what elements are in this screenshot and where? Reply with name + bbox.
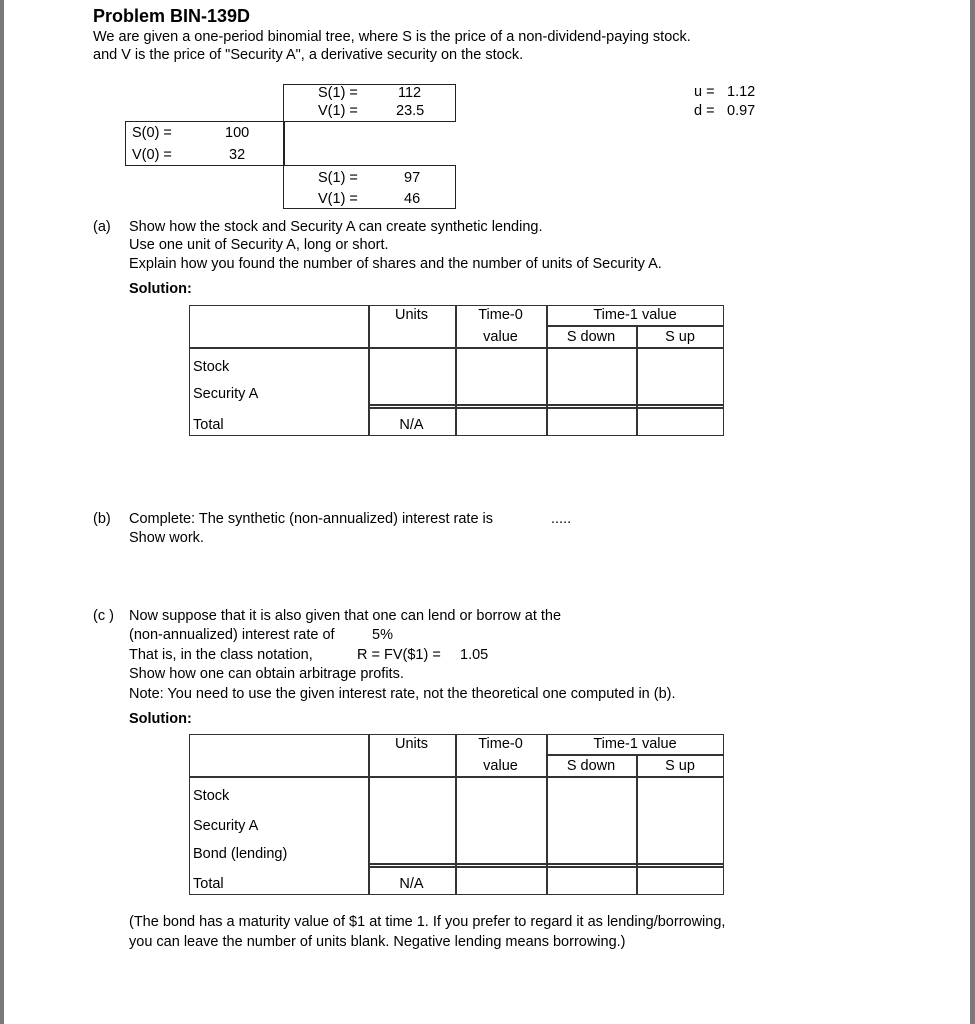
u-label: u = (694, 84, 715, 100)
part-b-label: (b) (93, 511, 111, 527)
part-c-line-3: That is, in the class notation, (129, 647, 313, 663)
solution-table-a (189, 305, 724, 436)
intro-line-1: We are given a one-period binomial tree, where S is the price of a non-dividend-paying stock. (93, 29, 691, 45)
part-c-solution-label: Solution: (129, 711, 192, 727)
footnote-line-2: you can leave the number of units blank. Negative lending means borrowing.) (129, 934, 626, 950)
interest-rate-value: 5% (372, 627, 393, 643)
page-edge-left (0, 0, 4, 1024)
root-s-label: S(0) = (132, 125, 172, 141)
part-a-line-3: Explain how you found the number of shares and the number of units of Security A. (129, 256, 662, 272)
row-security-a: Security A (193, 818, 259, 834)
row-stock: Stock (193, 359, 230, 375)
d-value: 0.97 (727, 103, 756, 119)
r-formula: R = FV($1) = (357, 647, 441, 663)
header-time0-line1: Time-0 (478, 307, 523, 323)
part-c-line-1: Now suppose that it is also given that one can lend or borrow at the (129, 608, 562, 624)
part-a-line-2: Use one unit of Security A, long or short. (129, 237, 389, 253)
header-s-up: S up (665, 329, 695, 345)
row-total: Total (193, 876, 224, 892)
part-b-line-1: Complete: The synthetic (non-annualized) interest rate is (129, 511, 494, 527)
footnote-line-1: (The bond has a maturity value of $1 at time 1. If you prefer to regard it as lending/borrowing, (129, 914, 726, 930)
header-time1: Time-1 value (593, 736, 677, 752)
up-v-label: V(1) = (318, 103, 358, 119)
root-v-value: 32 (229, 147, 246, 163)
part-a-solution-label: Solution: (129, 281, 192, 297)
root-s-value: 100 (225, 125, 250, 141)
part-a-line-1: Show how the stock and Security A can create synthetic lending. (129, 219, 543, 235)
part-c-line-4: Show how one can obtain arbitrage profits. (129, 666, 404, 682)
part-b-line-2: Show work. (129, 530, 204, 546)
row-total: Total (193, 417, 224, 433)
tree-connector (283, 121, 285, 166)
row-security-a: Security A (193, 386, 259, 402)
r-value: 1.05 (460, 647, 489, 663)
up-s-label: S(1) = (318, 85, 358, 101)
tree-up-node (283, 84, 456, 122)
part-c-line-5: Note: You need to use the given interest rate, not the theoretical one computed in (b). (129, 686, 676, 702)
page-edge-right (970, 0, 975, 1024)
up-v-value: 23.5 (396, 103, 425, 119)
header-s-down: S down (566, 758, 616, 774)
total-units: N/A (399, 876, 424, 892)
down-v-value: 46 (404, 191, 421, 207)
header-units: Units (394, 736, 429, 752)
header-time1: Time-1 value (593, 307, 677, 323)
header-time0-line2: value (483, 329, 518, 345)
header-s-up: S up (665, 758, 695, 774)
down-v-label: V(1) = (318, 191, 358, 207)
part-a-label: (a) (93, 219, 111, 235)
intro-line-2: and V is the price of "Security A", a derivative security on the stock. (93, 47, 524, 63)
row-bond-lending: Bond (lending) (193, 846, 288, 862)
header-units: Units (394, 307, 429, 323)
row-stock: Stock (193, 788, 230, 804)
header-time0-line2: value (483, 758, 518, 774)
up-s-value: 112 (398, 85, 422, 101)
header-s-down: S down (566, 329, 616, 345)
tree-down-node (283, 165, 456, 209)
solution-table-c (189, 734, 724, 895)
down-s-label: S(1) = (318, 170, 358, 186)
problem-title: Problem BIN-139D (93, 6, 251, 26)
part-b-blank: ..... (551, 511, 572, 527)
d-label: d = (694, 103, 715, 119)
part-c-line-2: (non-annualized) interest rate of (129, 627, 335, 643)
down-s-value: 97 (404, 170, 421, 186)
header-time0-line1: Time-0 (478, 736, 523, 752)
part-c-label: (c ) (93, 608, 114, 624)
root-v-label: V(0) = (132, 147, 172, 163)
u-value: 1.12 (727, 84, 756, 100)
total-units: N/A (399, 417, 424, 433)
